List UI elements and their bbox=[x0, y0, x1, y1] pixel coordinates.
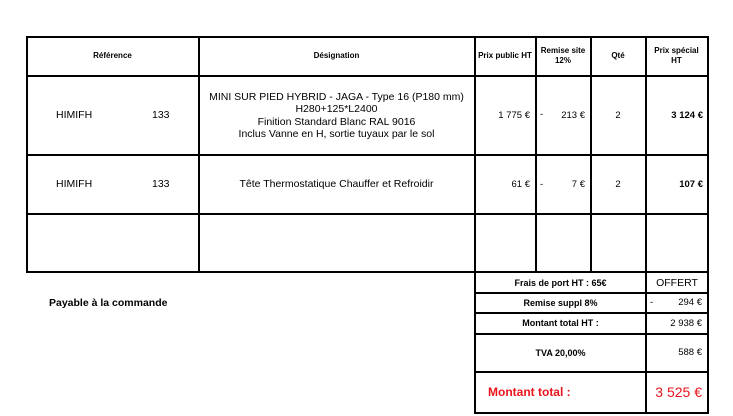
row2-remise: 7 € bbox=[571, 179, 585, 190]
row2-prix-public: 61 € bbox=[511, 179, 530, 190]
extra-discount-sign: - bbox=[650, 297, 654, 308]
row2-remise-sign: - bbox=[540, 179, 544, 190]
grand-total-label: Montant total : bbox=[488, 385, 571, 399]
grand-total-value: 3 525 € bbox=[655, 384, 702, 400]
vat-label: TVA 20,00% bbox=[535, 347, 586, 358]
header-reference: Référence bbox=[93, 51, 132, 60]
shipping-value: OFFERT bbox=[656, 276, 698, 289]
header-prix-special: Prix spécial HT bbox=[654, 46, 699, 65]
row1-designation: MINI SUR PIED HYBRID - JAGA - Type 16 (P180 mm) H280+125*L2400 Finition Standard Blanc RAL 9016 Inclus Vanne en H, sortie tuyaux par le sol bbox=[209, 90, 464, 140]
row2-qte: 2 bbox=[615, 179, 621, 190]
row2-reference: HIMIFH bbox=[56, 178, 93, 190]
row2-designation: Tête Thermostatique Chauffer et Refroidir bbox=[239, 178, 434, 191]
extra-discount-value: 294 € bbox=[678, 297, 702, 308]
row2-reference-number: 133 bbox=[152, 178, 170, 190]
payment-note: Payable à la commande bbox=[49, 297, 168, 309]
header-prix-public: Prix public HT bbox=[478, 51, 532, 60]
row2-prix-special: 107 € bbox=[679, 179, 703, 190]
vat-value: 588 € bbox=[678, 347, 702, 358]
row1-remise: 213 € bbox=[561, 110, 585, 121]
col-line-right bbox=[707, 36, 709, 414]
total-ht-value: 2 938 € bbox=[670, 317, 702, 329]
row1-qte: 2 bbox=[615, 110, 621, 121]
header-qte: Qté bbox=[611, 51, 625, 60]
extra-discount-label: Remise suppl 8% bbox=[523, 297, 598, 308]
shipping-label: Frais de port HT : 65€ bbox=[514, 277, 607, 288]
header-designation: Désignation bbox=[313, 51, 360, 60]
totals-border-bottom bbox=[474, 412, 708, 414]
row1-remise-sign: - bbox=[540, 109, 544, 120]
row1-reference: HIMIFH bbox=[56, 109, 93, 121]
row1-prix-special: 3 124 € bbox=[671, 110, 703, 121]
header-remise: Remise site 12% bbox=[540, 46, 586, 65]
row1-prix-public: 1 775 € bbox=[498, 110, 530, 121]
total-ht-label: Montant total HT : bbox=[522, 318, 599, 328]
row2-divider bbox=[26, 213, 708, 215]
row1-reference-number: 133 bbox=[152, 109, 170, 121]
